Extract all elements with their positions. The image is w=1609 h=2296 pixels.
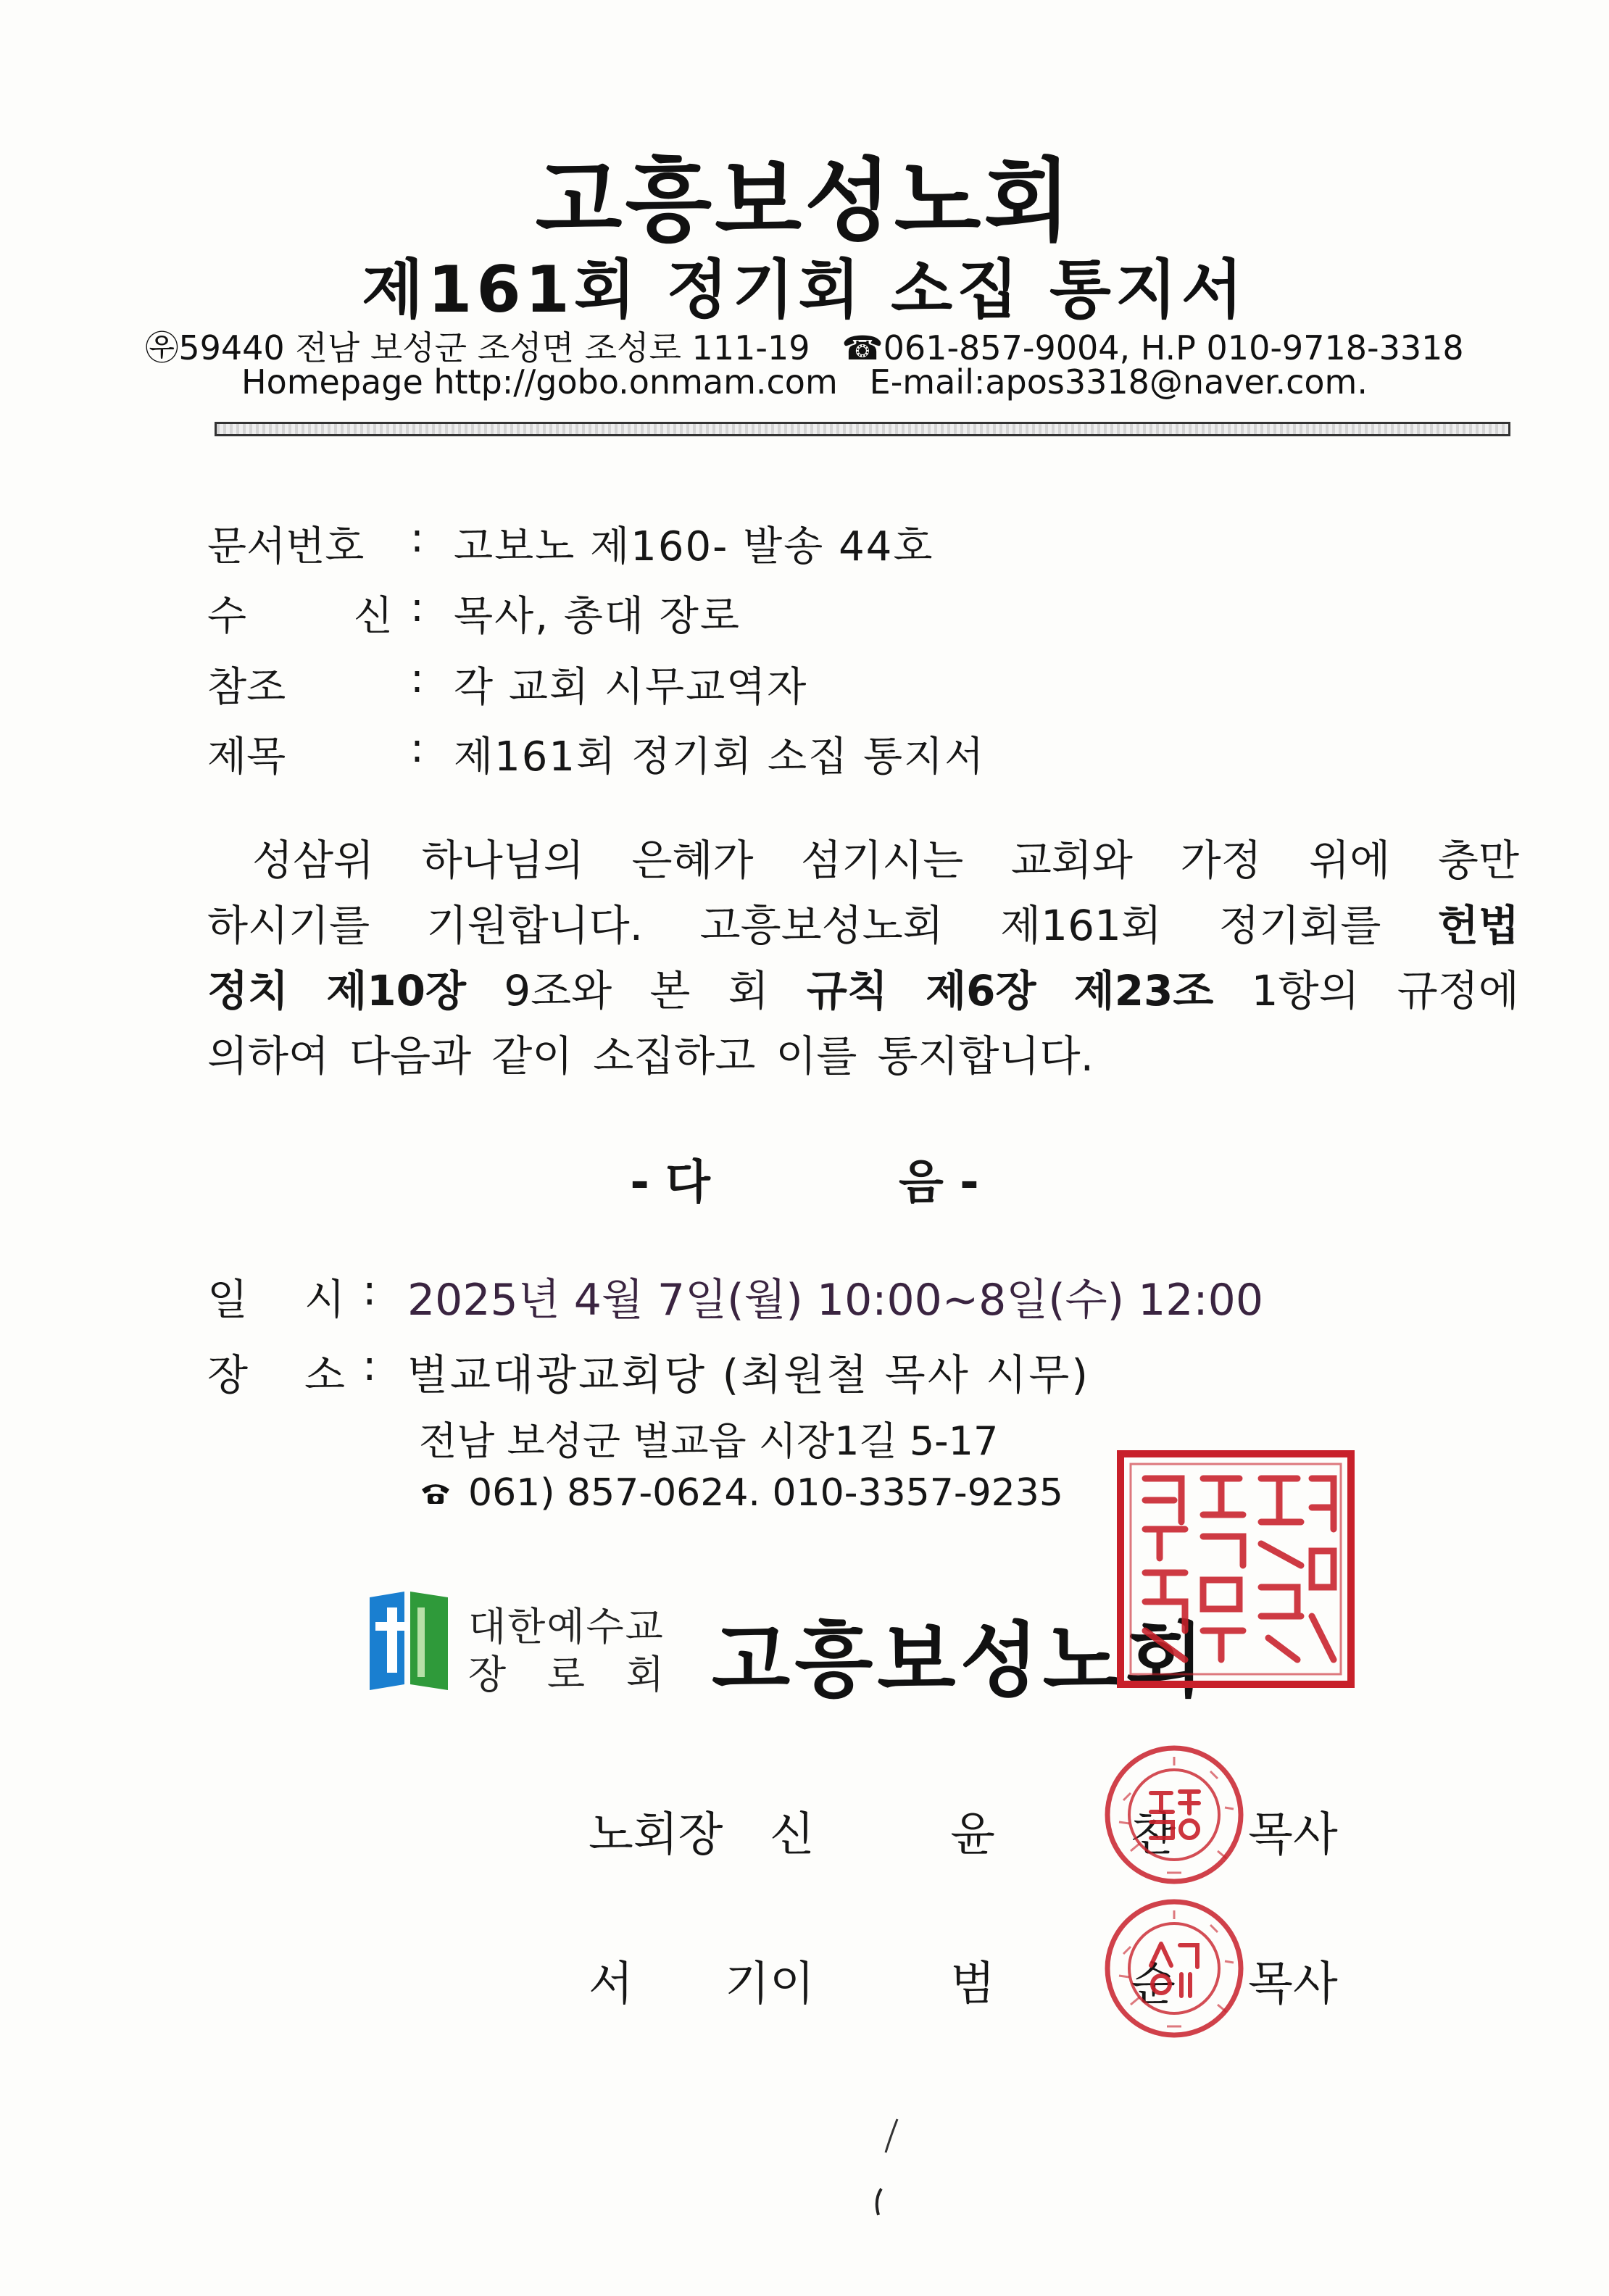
body-word: 은혜가 [631,836,754,885]
place-label: 장 소 [207,1350,345,1399]
body-word: 하시기를 [207,901,370,950]
body-word: 같이 [491,1031,573,1081]
web-line [0,362,1609,402]
place-phone-row [419,1471,1063,1515]
body-word: 고흥보성노회 [699,901,944,950]
body-word: 하나님의 [421,836,584,885]
moderator-seal-stamp [1102,1742,1247,1887]
subject-value: 제161회 정기회 소집 통지서 [454,733,986,781]
clerk-name: 이 범 순 [770,1958,1176,2011]
moderator-title: 노회장 [589,1808,723,1862]
clerk-title: 서 기 [589,1958,770,2011]
homepage-link[interactable]: Homepage http://gobo.onmam.com [241,362,838,402]
field-label-text: 수 신 [207,593,393,640]
body-word-bold: 정치 [207,966,289,1015]
body-line-3 [207,957,1519,1018]
email-link[interactable]: E-mail:apos3318@naver.com. [869,362,1368,402]
body-word: 규정에 [1397,966,1519,1015]
body-word: 본 [649,966,691,1015]
body-word: 회 [728,966,769,1015]
date-label: 일 시 [207,1275,345,1324]
body-word-bold: 규칙 [806,966,888,1015]
moderator-name: 신 윤 찬 [770,1808,1176,1862]
recipient-value: 목사, 총대 장로 [454,593,741,640]
clerk-suffix: 목사 [1248,1958,1338,2011]
document-number-value: 고보노 제160- 발송 44호 [454,523,934,570]
reference-value: 각 교회 시무교역자 [454,664,808,711]
detail-colon: : [362,1265,377,1315]
body-word: 기원합니다. [426,901,644,950]
body-word: 섬기시는 [801,836,964,885]
header-divider [215,422,1510,436]
notice-title: 제161회 정기회 소집 통지서 [362,252,1247,327]
denomination-line-1: 대한예수교 [468,1604,665,1650]
field-colon: : [410,725,424,772]
pen-stroke-mark [868,2116,905,2218]
body-word-bold: 제6장 [926,966,1036,1015]
phone-text: ☎061-857-9004, H.P 010-9718-3318 [841,328,1464,367]
body-word: 9조와 [504,966,612,1015]
heading-right: 음 - [899,1156,979,1210]
detail-colon: : [362,1341,377,1390]
organization-title: 고흥보성노회 [535,149,1074,254]
logo-organization-name: 고흥보성노회 [712,1614,1209,1708]
address-text: ㉾59440 전남 보성군 조성면 조성로 111-19 [145,328,810,367]
subject-label [207,725,393,783]
body-line-1 [207,826,1519,887]
moderator-suffix: 목사 [1248,1808,1338,1862]
body-word: 1항의 [1251,966,1360,1015]
phone-icon [419,1481,452,1505]
body-word: 정기회를 [1218,901,1381,950]
body-line-4 [207,1022,1519,1083]
field-label-text: 제 목 [207,733,286,781]
document-number-label [207,515,393,573]
body-word: 성삼위 [252,836,375,885]
body-word: 가정 [1180,836,1262,885]
place-address: 전남 보성군 벌교읍 시장1길 5-17 [419,1418,999,1464]
field-label-text: 문서번호 [207,523,365,570]
organization-seal-stamp [1116,1449,1355,1689]
date-value: 2025년 4월 7일(월) 10:00~8일(수) 12:00 [407,1275,1263,1326]
body-word: 의하여 [207,1031,330,1081]
body-word-bold: 제10장 [326,966,467,1015]
field-colon: : [410,655,424,702]
body-word: 제161회 [1000,901,1162,950]
body-word: 소집하고 [593,1031,756,1081]
heading-left: - 다 [630,1156,710,1210]
body-line-2 [207,891,1519,952]
body-word: 교회와 [1010,836,1133,885]
denomination-line-2: 장 로 회 [468,1652,664,1697]
body-word-bold: 제23조 [1073,966,1214,1015]
recipient-label [207,584,393,642]
body-word: 이를 [776,1031,857,1081]
following-heading [0,1145,1609,1212]
place-phone: 061) 857-0624. 010-3357-9235 [468,1471,1063,1515]
place-value: 벌교대광교회당 (최원철 목사 시무) [407,1350,1090,1399]
body-word: 충만 [1437,836,1519,885]
field-label-text: 참 조 [207,664,286,711]
body-word: 다음과 [349,1031,472,1081]
field-colon: : [410,515,424,562]
clerk-seal-stamp [1102,1896,1247,2041]
body-word: 통지합니다. [877,1031,1094,1081]
body-word-bold: 헌법 [1437,901,1519,950]
body-word: 위에 [1309,836,1391,885]
field-colon: : [410,584,424,631]
presbyterian-logo-icon [370,1592,448,1690]
reference-label [207,655,393,713]
